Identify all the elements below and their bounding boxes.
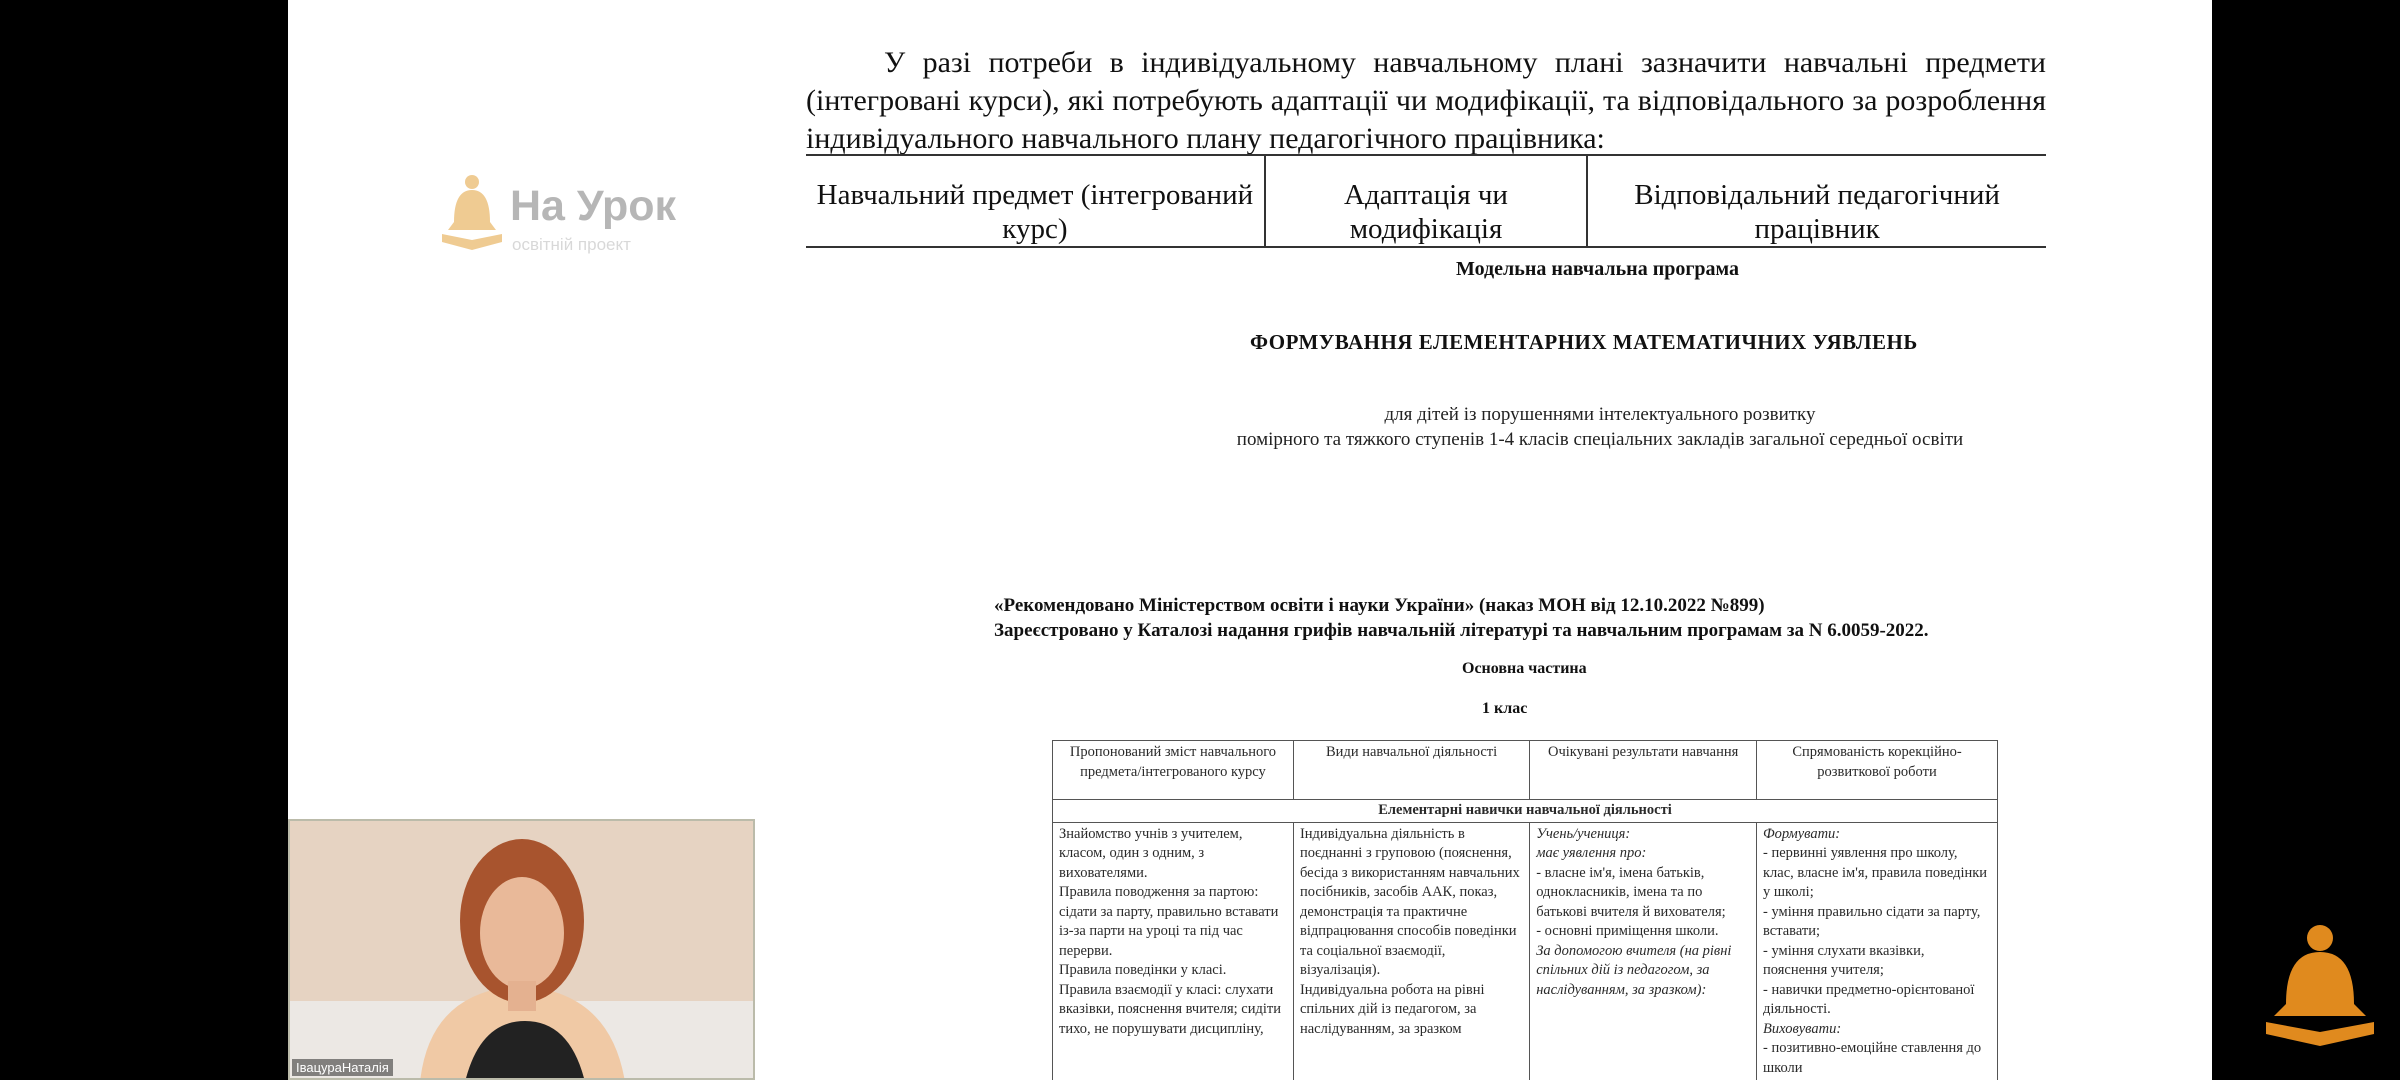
program-table-cell-activities	[1293, 822, 1529, 1080]
program-target-audience	[1200, 402, 2000, 452]
program-part-heading: Основна частина	[1462, 660, 1587, 677]
program-main-title: ФОРМУВАННЯ ЕЛЕМЕНТАРНИХ МАТЕМАТИЧНИХ УЯВЛЕНЬ	[1250, 330, 1918, 354]
registered-line: Зареєстровано у Каталозі надання грифів навчальній літературі та навчальним програмам за N 6.0059-2022.	[994, 620, 1929, 641]
intro-paragraph	[806, 44, 2046, 158]
result-item: - основні приміщення школи.	[1536, 923, 1719, 939]
content-item: Правила поведінки у класі.	[1059, 962, 1227, 978]
plan-table-header-subject: Навчальний предмет (інтегрований курс)	[806, 155, 1265, 247]
correction-item: - первинні уявлення про школу, клас, власне ім'я, правила поведінки у школі;	[1763, 845, 1988, 900]
content-item: Знайомство учнів з учителем, класом, один з одним, з вихователями.	[1059, 825, 1243, 881]
content-item: Правила поводження за партою: сідати за парту, правильно вставати із-за парти на уроці та під час перерви.	[1059, 884, 1279, 959]
plan-table-header-adaptation: Адаптація чи модифікація	[1265, 155, 1587, 247]
intro-text: У разі потреби в індивідуальному навчальному плані зазначити навчальні предмети (інтегровані курси), які потребують адаптації чи модифікації, та відповідального за розроблення індивідуального навчального плану педагогічного працівника:	[806, 46, 2046, 155]
program-table-header-content: Пропонований зміст навчального предмета/інтегрованого курсу	[1053, 741, 1294, 800]
program-table-section-title: Елементарні навички навчальної діяльності	[1053, 800, 1998, 823]
na-urok-logo	[440, 172, 677, 262]
recommendation-note	[994, 593, 1929, 643]
program-content-table	[1052, 740, 1998, 1080]
program-table-header-correction: Спрямованість корекційно-розвиткової роботи	[1757, 741, 1998, 800]
correction-item: - позитивно-емоційне ставлення до школи	[1763, 1040, 1982, 1076]
correction-item: - навички предметно-орієнтованої діяльності.	[1763, 981, 1975, 1017]
correction-item: - уміння слухати вказівки, пояснення учителя;	[1763, 942, 1925, 978]
correction-item: - уміння правильно сідати за парту, вставати;	[1763, 903, 1981, 939]
results-subheading: має уявлення про:	[1536, 845, 1647, 861]
results-heading: Учень/учениця:	[1536, 825, 1631, 842]
bell-logo-icon	[440, 172, 504, 252]
grade-heading: 1 клас	[1482, 700, 1528, 717]
program-table-header-results: Очікувані результати навчання	[1530, 741, 1757, 800]
participant-name-label: ІвацураНаталія	[292, 1059, 393, 1076]
correction-subheading: Виховувати:	[1763, 1020, 1842, 1037]
program-table-cell-content	[1053, 822, 1294, 1080]
logo-title: На Урок	[510, 182, 677, 230]
activity-item: Індивідуальна робота на рівні спільних дій із педагогом, за наслідуванням, за зразком	[1299, 981, 1485, 1037]
program-table-cell-correction	[1757, 822, 1998, 1080]
target-line-2: помірного та тяжкого ступенів 1-4 класів спеціальних закладів загальної середньої освіти	[1236, 429, 1964, 450]
na-urok-bell-icon[interactable]	[2262, 922, 2378, 1050]
participant-video-feed	[290, 821, 755, 1080]
plan-table	[806, 154, 2046, 248]
content-item: Правила взаємодії у класі: слухати вказівки, пояснення вчителя; сидіти тихо, не порушувати дисципліну,	[1059, 981, 1281, 1037]
recommended-line: «Рекомендовано Міністерством освіти і науки України» (наказ МОН від 12.10.2022 №899)	[994, 595, 1765, 616]
correction-heading: Формувати:	[1763, 825, 1841, 842]
target-line-1: для дітей із порушеннями інтелектуального розвитку	[1384, 404, 1816, 425]
activity-item: Індивідуальна діяльність в поєднанні з груповою (пояснення, бесіда з використанням навчальних посібників, засобів ААК, показ, демонстрація та практичне відпрацювання способів поведінки та соціальної взаємодії, візуалізація).	[1299, 825, 1520, 978]
plan-table-header-responsible: Відповідальний педагогічний працівник	[1587, 155, 2046, 247]
participant-video-tile[interactable]	[288, 819, 755, 1080]
logo-tagline: освітній проект	[512, 235, 631, 254]
program-table-cell-results	[1530, 822, 1757, 1080]
results-italic-note: За допомогою вчителя (на рівні спільних дій із педагогом, за наслідуванням, за зразком):	[1536, 942, 1732, 998]
model-program-title: Модельна навчальна програма	[1456, 258, 1740, 280]
program-table-header-activities: Види навчальної діяльності	[1293, 741, 1529, 800]
result-item: - власне ім'я, імена батьків, однокласників, імена та по батькові вчителя й вихователя;	[1536, 864, 1726, 920]
